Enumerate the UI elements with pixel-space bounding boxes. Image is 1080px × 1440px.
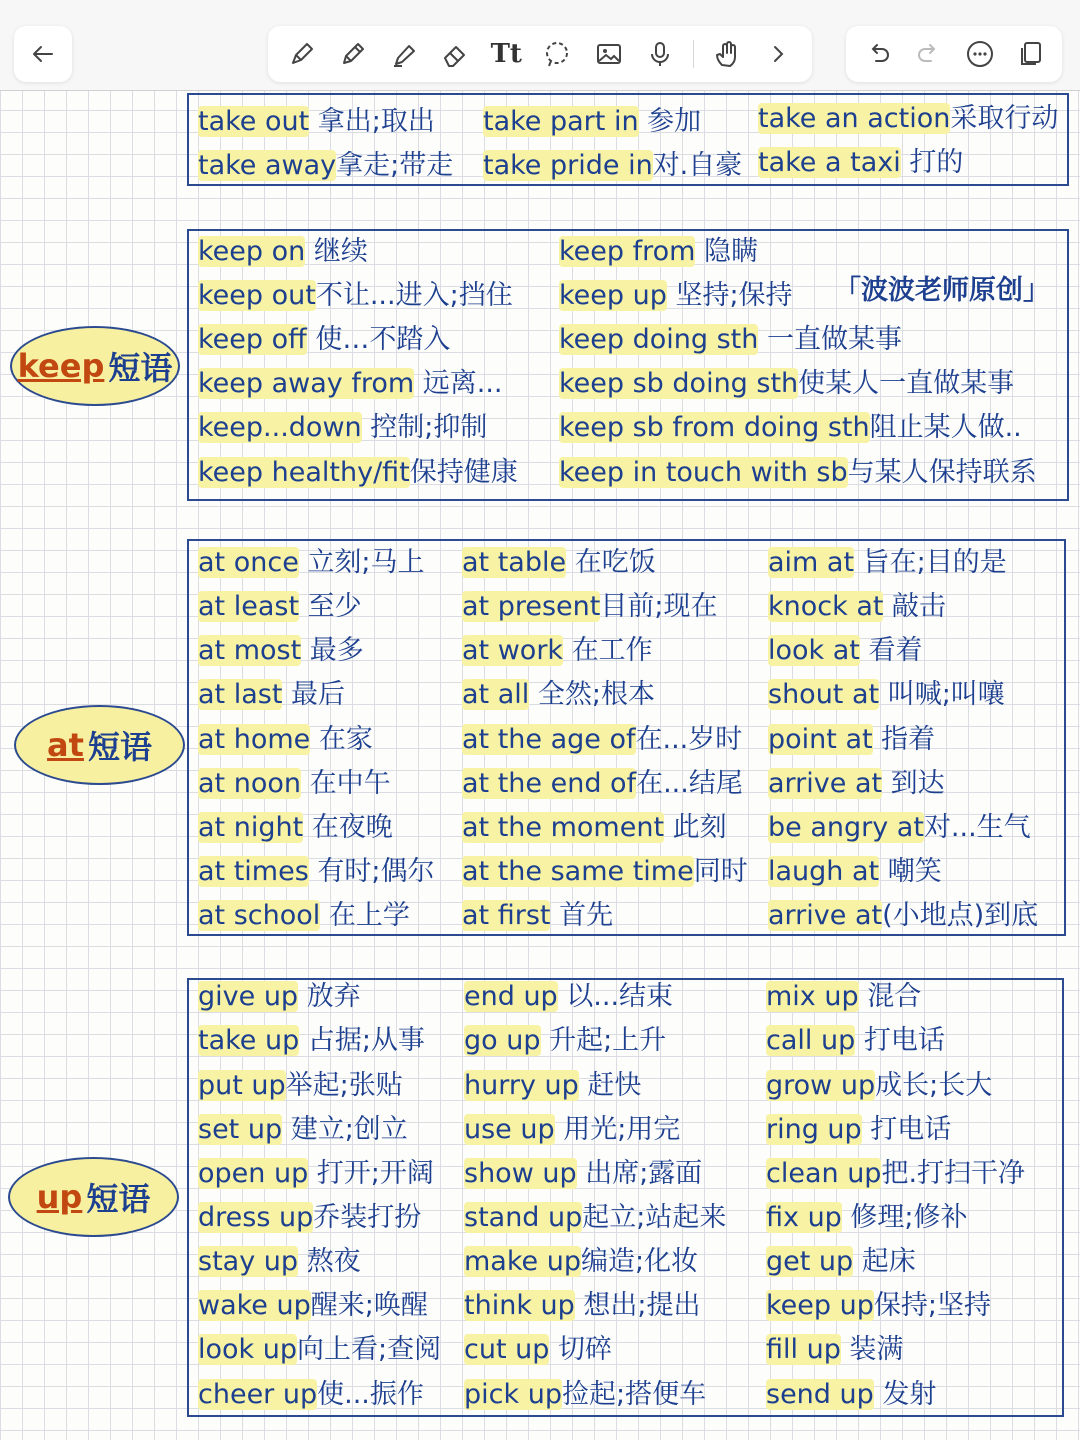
phrase-zh: 发射 — [873, 1379, 937, 1410]
phrase-entry — [768, 545, 1007, 581]
phrase-entry — [464, 1244, 698, 1280]
phrase-en: keep up — [559, 280, 667, 311]
phrase-entry — [559, 234, 758, 270]
phrase-en: keep doing sth — [559, 324, 759, 355]
phrase-zh: 在上学 — [320, 900, 410, 931]
phrase-zh: 嘲笑 — [879, 856, 942, 887]
phrase-zh: 立刻;马上 — [298, 547, 425, 578]
phrase-en: at the age of — [462, 724, 636, 755]
phrase-entry — [462, 677, 655, 713]
phrase-zh: 不让...进入;挡住 — [315, 280, 513, 311]
lasso-icon[interactable] — [539, 36, 575, 72]
phrase-entry — [198, 1288, 428, 1324]
phrase-zh: (小地点)到底 — [882, 900, 1039, 931]
phrase-en: keep from — [559, 236, 696, 267]
phrase-zh: 到达 — [882, 768, 945, 799]
phrase-en: laugh at — [768, 856, 880, 887]
phrase-entry — [198, 979, 361, 1015]
phrase-zh: 目前;现在 — [600, 591, 718, 622]
phrase-en: at once — [198, 547, 299, 578]
phrase-zh: 起床 — [853, 1246, 916, 1277]
phrase-zh: 升起;上升 — [540, 1025, 667, 1056]
phrase-zh: 在吃饭 — [566, 547, 656, 578]
pencil-icon[interactable] — [335, 36, 371, 72]
phrase-entry — [768, 810, 1031, 846]
highlighter-icon[interactable] — [386, 36, 422, 72]
phrase-entry — [462, 898, 613, 934]
phrase-en: at home — [198, 724, 311, 755]
phrase-en: pick up — [464, 1379, 562, 1410]
phrase-zh: 想出;提出 — [574, 1290, 701, 1321]
phrase-en: take out — [198, 106, 310, 137]
phrase-en: take away — [198, 150, 337, 181]
undo-icon[interactable] — [860, 36, 896, 72]
phrase-en: keep...down — [198, 412, 362, 443]
phrase-entry — [198, 322, 450, 358]
phrase-zh: 最后 — [282, 679, 346, 710]
phrase-en: at last — [198, 679, 283, 710]
hand-gesture-icon[interactable] — [709, 36, 745, 72]
phrase-entry — [198, 104, 435, 140]
text-tool-icon[interactable] — [488, 36, 524, 72]
phrase-zh: 成长;长大 — [875, 1070, 993, 1101]
up-section-label — [8, 1157, 179, 1237]
phrase-en: clean up — [766, 1158, 882, 1189]
phrase-zh: 醒来;唤醒 — [310, 1290, 428, 1321]
phrase-zh: 举起;张贴 — [285, 1070, 403, 1101]
phrase-entry — [464, 1288, 700, 1324]
phrase-entry — [462, 722, 742, 758]
phrase-en: at school — [198, 900, 321, 931]
phrase-en: dress up — [198, 1202, 314, 1233]
phrase-zh: 隐瞒 — [695, 236, 759, 267]
phrase-en: cheer up — [198, 1379, 318, 1410]
phrase-en: keep up — [766, 1290, 874, 1321]
phrase-zh: 乔装打扮 — [313, 1202, 422, 1233]
phrase-zh: 编造;化妆 — [580, 1246, 699, 1277]
phrase-en: at least — [198, 591, 300, 622]
phrase-en: show up — [464, 1158, 577, 1189]
phrase-zh: 打电话 — [861, 1114, 952, 1145]
phrase-en: cut up — [464, 1334, 550, 1365]
phrase-en: keep healthy/fit — [198, 457, 410, 488]
at-keyword: at — [47, 726, 84, 764]
phrase-zh: 在家 — [310, 724, 373, 755]
phrase-entry — [462, 854, 748, 890]
phrase-zh: 起立;站起来 — [582, 1202, 727, 1233]
phrase-en: knock at — [768, 591, 884, 622]
image-icon[interactable] — [591, 36, 627, 72]
phrase-en: fill up — [766, 1334, 841, 1365]
toolbar — [0, 0, 1080, 91]
phrase-en: take part in — [483, 106, 639, 137]
phrase-entry — [464, 1200, 726, 1236]
phrase-entry — [766, 1156, 1025, 1192]
phrase-en: grow up — [766, 1070, 876, 1101]
phrase-zh: 阻止某人做.. — [869, 412, 1022, 443]
phrase-en: wake up — [198, 1290, 311, 1321]
phrase-entry — [198, 1156, 434, 1192]
phrase-en: at noon — [198, 768, 301, 799]
phrase-en: take a taxi — [758, 147, 901, 178]
phrase-zh: 捡起;搭便车 — [561, 1379, 707, 1410]
phrase-entry — [768, 854, 942, 890]
phrase-entry — [198, 589, 362, 625]
phrase-zh: 切碎 — [549, 1334, 612, 1365]
phrase-en: hurry up — [464, 1070, 579, 1101]
phrase-entry — [198, 545, 425, 581]
author-credit: 「波波老师原创」 — [834, 275, 1050, 306]
phrase-zh: 一直做某事 — [758, 324, 902, 355]
phrase-en: take up — [198, 1025, 300, 1056]
phrase-entry — [198, 455, 518, 491]
phrase-zh: 以...结束 — [557, 981, 674, 1012]
phrase-zh: 修理;修补 — [841, 1202, 968, 1233]
phrase-entry — [768, 589, 946, 625]
phrase-zh: 敲击 — [883, 591, 947, 622]
phrase-zh: 拿出;取出 — [309, 106, 435, 137]
phrase-zh: 放弃 — [298, 981, 361, 1012]
phrase-en: aim at — [768, 547, 855, 578]
phrase-zh: 在夜晚 — [303, 812, 393, 843]
phrase-entry — [198, 898, 410, 934]
at-section-label — [14, 705, 185, 785]
phrase-en: at the moment — [462, 812, 665, 843]
chevron-right-icon[interactable] — [760, 36, 796, 72]
phrase-entry — [766, 1377, 936, 1413]
phrase-zh: 占据;从事 — [299, 1025, 425, 1056]
phrase-entry — [198, 148, 453, 184]
phrase-entry — [198, 1023, 425, 1059]
phrase-zh: 使…不踏入 — [306, 324, 451, 355]
phrase-zh: 熬夜 — [298, 1246, 361, 1277]
phrase-zh: 使...振作 — [317, 1379, 424, 1410]
phrase-zh: 与某人保持联系 — [847, 457, 1037, 488]
phrase-en: call up — [766, 1025, 856, 1056]
at-label-text: 短语 — [87, 728, 152, 766]
phrase-zh: 叫喊;叫嚷 — [879, 679, 1005, 710]
phrase-en: at work — [462, 635, 564, 666]
phrase-entry — [559, 278, 793, 314]
phrase-en: think up — [464, 1290, 575, 1321]
phrase-en: arrive at — [768, 900, 883, 931]
phrase-en: at the end of — [462, 768, 637, 799]
phrase-entry — [198, 1068, 403, 1104]
phrase-entry — [464, 1112, 680, 1148]
phrase-entry — [198, 1377, 424, 1413]
microphone-icon[interactable] — [642, 36, 678, 72]
phrase-en: look up — [198, 1334, 298, 1365]
phrase-zh: 对...生气 — [923, 812, 1031, 843]
phrase-entry — [768, 722, 935, 758]
phrase-en: at most — [198, 635, 302, 666]
phrase-entry — [198, 677, 345, 713]
phrase-en: send up — [766, 1379, 874, 1410]
phrase-en: take pride in — [483, 150, 653, 181]
phrase-en: open up — [198, 1158, 309, 1189]
phrase-zh: 首先 — [550, 900, 614, 931]
phrase-entry — [464, 1156, 702, 1192]
phrase-en: at table — [462, 547, 567, 578]
phrase-en: at the same time — [462, 856, 694, 887]
phrase-zh: 同时 — [693, 856, 748, 887]
phrase-zh: 采取行动 — [950, 103, 1059, 134]
phrase-entry — [766, 1244, 916, 1280]
phrase-entry — [758, 145, 963, 181]
arrow-left-icon[interactable] — [25, 36, 61, 72]
phrase-entry — [766, 1112, 951, 1148]
phrase-en: keep off — [198, 324, 307, 355]
phrase-zh: 指着 — [872, 724, 936, 755]
phrase-en: use up — [464, 1114, 555, 1145]
phrase-zh: 继续 — [305, 236, 368, 267]
phrase-entry — [758, 101, 1058, 137]
phrase-zh: 旨在;目的是 — [854, 547, 1007, 578]
phrase-entry — [462, 545, 656, 581]
phrase-en: keep away from — [198, 368, 415, 399]
phrase-zh: 打的 — [900, 147, 964, 178]
phrase-en: stay up — [198, 1246, 299, 1277]
phrase-en: put up — [198, 1070, 286, 1101]
phrase-zh: 向上看;查阅 — [297, 1334, 442, 1365]
pen-icon[interactable] — [284, 36, 320, 72]
phrase-entry — [768, 677, 1005, 713]
phrase-entry — [198, 633, 364, 669]
phrase-entry — [766, 1068, 992, 1104]
phrase-entry — [198, 278, 513, 314]
phrase-en: be angry at — [768, 812, 924, 843]
phrase-zh: 保持;坚持 — [873, 1290, 991, 1321]
phrase-entry — [198, 234, 368, 270]
phrase-zh: 建立;创立 — [282, 1114, 408, 1145]
phrase-zh: 此刻 — [664, 812, 727, 843]
toolbar-separator — [693, 40, 694, 68]
phrase-entry — [559, 322, 902, 358]
phrase-entry — [462, 633, 653, 669]
phrase-en: at first — [462, 900, 551, 931]
phrase-zh: 拿走;带走 — [336, 150, 454, 181]
phrase-entry — [462, 810, 727, 846]
phrase-entry — [198, 1244, 361, 1280]
phrase-entry — [559, 455, 1037, 491]
phrase-en: keep sb from doing sth — [559, 412, 870, 443]
page-actions — [846, 26, 1062, 82]
phrase-entry — [198, 722, 373, 758]
phrase-entry — [198, 1332, 441, 1368]
phrase-zh: 用光;用完 — [554, 1114, 681, 1145]
phrase-en: shout at — [768, 679, 880, 710]
keep-keyword: keep — [17, 347, 105, 385]
phrase-entry — [198, 366, 503, 402]
phrase-en: take an action — [758, 103, 951, 134]
phrase-en: mix up — [766, 981, 859, 1012]
phrase-zh: 打电话 — [855, 1025, 945, 1056]
phrase-zh: 使某人一直做某事 — [798, 368, 1015, 399]
phrase-entry — [198, 810, 393, 846]
phrase-en: set up — [198, 1114, 283, 1145]
phrase-en: keep in touch with sb — [559, 457, 848, 488]
text-tool-label: Tt — [490, 39, 522, 69]
phrase-entry — [462, 766, 743, 802]
phrase-en: keep on — [198, 236, 306, 267]
phrase-zh: 对.自豪 — [652, 150, 743, 181]
phrase-entry — [559, 366, 1014, 402]
phrase-zh: 全然;根本 — [529, 679, 655, 710]
phrase-en: point at — [768, 724, 873, 755]
phrase-en: end up — [464, 981, 558, 1012]
phrase-zh: 坚持;保持 — [666, 280, 793, 311]
phrase-zh: 赶快 — [578, 1070, 642, 1101]
phrase-en: arrive at — [768, 768, 883, 799]
phrase-en: at night — [198, 812, 304, 843]
phrase-zh: 装满 — [840, 1334, 904, 1365]
phrase-zh: 远离... — [414, 368, 503, 399]
phrase-en: go up — [464, 1025, 541, 1056]
phrase-en: at present — [462, 591, 601, 622]
phrase-entry — [768, 766, 945, 802]
phrase-en: give up — [198, 981, 299, 1012]
phrase-en: keep sb doing sth — [559, 368, 799, 399]
phrase-en: stand up — [464, 1202, 583, 1233]
phrase-zh: 看着 — [859, 635, 923, 666]
phrase-zh: 混合 — [858, 981, 922, 1012]
phrase-entry — [766, 1332, 903, 1368]
phrase-zh: 把.打扫干净 — [881, 1158, 1026, 1189]
phrase-entry — [766, 1023, 945, 1059]
phrase-entry — [768, 633, 922, 669]
phrase-entry — [198, 410, 487, 446]
keep-section-label — [10, 326, 180, 406]
phrase-entry — [464, 979, 673, 1015]
phrase-entry — [464, 1023, 666, 1059]
phrase-en: at times — [198, 856, 309, 887]
phrase-entry — [766, 1288, 991, 1324]
phrase-en: get up — [766, 1246, 854, 1277]
phrase-entry — [464, 1332, 612, 1368]
more-icon[interactable] — [962, 36, 998, 72]
phrase-zh: 有时;偶尔 — [308, 856, 435, 887]
phrase-zh: 参加 — [638, 106, 702, 137]
phrase-entry — [462, 589, 717, 625]
phrase-zh: 至少 — [299, 591, 362, 622]
phrase-zh: 控制;抑制 — [361, 412, 488, 443]
phrase-zh: 出席;露面 — [576, 1158, 703, 1189]
phrase-entry — [768, 898, 1038, 934]
phrase-zh: 在...结尾 — [636, 768, 743, 799]
phrase-zh: 最多 — [301, 635, 364, 666]
phrase-entry — [198, 766, 391, 802]
phrase-entry — [766, 1200, 968, 1236]
back-button-container — [14, 26, 72, 82]
phrase-zh: 在中午 — [300, 768, 391, 799]
phrase-en: keep out — [198, 280, 316, 311]
phrase-en: at all — [462, 679, 530, 710]
phrase-zh: 保持健康 — [409, 457, 518, 488]
phrase-zh: 在工作 — [563, 635, 653, 666]
drawing-tools — [268, 26, 812, 82]
phrase-entry — [766, 979, 921, 1015]
phrase-entry — [198, 1200, 421, 1236]
phrase-entry — [198, 854, 434, 890]
eraser-icon[interactable] — [437, 36, 473, 72]
up-label-text: 短语 — [86, 1180, 151, 1218]
redo-icon[interactable] — [911, 36, 947, 72]
phrase-en: ring up — [766, 1114, 862, 1145]
phrase-zh: 在...岁时 — [635, 724, 743, 755]
phrase-en: look at — [768, 635, 860, 666]
phrase-entry — [464, 1377, 706, 1413]
phrase-en: make up — [464, 1246, 581, 1277]
phrase-entry — [559, 410, 1022, 446]
phrase-zh: 打开;开阔 — [308, 1158, 434, 1189]
up-keyword: up — [36, 1178, 83, 1216]
phrase-entry — [483, 148, 742, 184]
keep-label-text: 短语 — [108, 349, 173, 387]
phrase-entry — [464, 1068, 641, 1104]
phrase-entry — [483, 104, 701, 140]
pages-icon[interactable] — [1013, 36, 1049, 72]
phrase-entry — [198, 1112, 408, 1148]
phrase-en: fix up — [766, 1202, 842, 1233]
